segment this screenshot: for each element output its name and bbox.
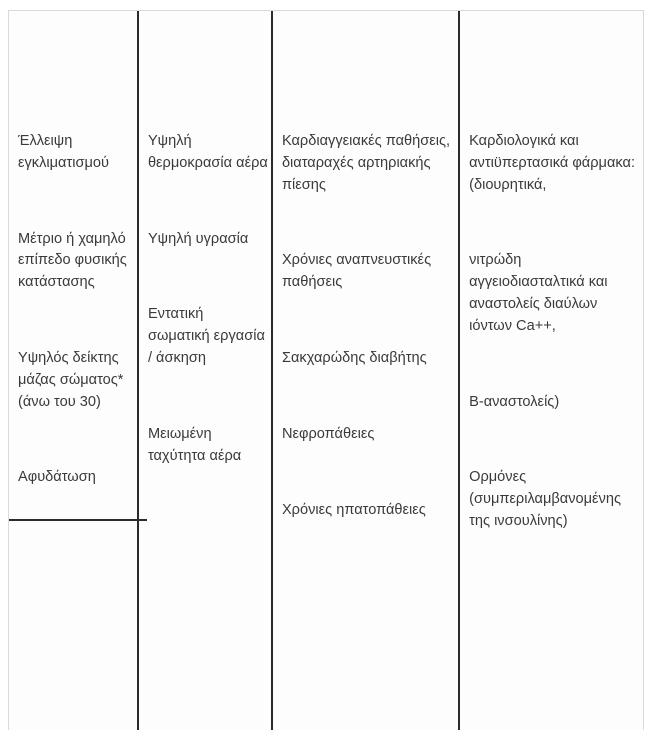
- document-table: [8, 10, 644, 730]
- table-cell-paragraph: Αφυδάτωση: [18, 469, 96, 486]
- table-cell-paragraph: Χρόνιες ηπατοπάθειες: [281, 501, 426, 518]
- table-cell-paragraph: Σακχαρώδης διαβήτης: [281, 349, 427, 366]
- column1-row-divider: [9, 519, 147, 521]
- table-cell-paragraph: Έλλειψη εγκλιματισμού: [18, 133, 110, 171]
- table-column-2: [137, 11, 271, 730]
- table-column-4: [458, 11, 643, 730]
- table-cell-paragraph: Β-αναστολείς): [469, 393, 560, 410]
- table-cell-paragraph: Καρδιολογικά και αντιϋπερτασικά φάρμακα: (διουρητικά,: [469, 133, 635, 193]
- table-cell-paragraph: Υψηλός δείκτης μάζας σώματος* (άνω του 30): [18, 349, 124, 410]
- table-column-3: [271, 11, 458, 730]
- table-cell-paragraph: νιτρώδη αγγειοδιασταλτικά και αναστολείς διαύλων ιόντων Ca++,: [469, 252, 608, 334]
- table-cell-paragraph: Υψηλή θερμοκρασία αέρα: [147, 133, 268, 171]
- table-cell-paragraph: Καρδιαγγειακές παθήσεις, διαταραχές αρτηριακής πίεσης: [281, 133, 451, 193]
- table-cell-paragraph: Χρόνιες αναπνευστικές παθήσεις: [281, 252, 432, 291]
- table-cell-paragraph: Υψηλή υγρασία: [147, 230, 249, 247]
- table-cell-paragraph: Εντατική σωματική εργασία / άσκηση: [147, 306, 265, 366]
- table-cell-paragraph: Νεφροπάθειες: [281, 425, 375, 442]
- table-cell-paragraph: Μέτριο ή χαμηλό επίπεδο φυσικής κατάστασης: [18, 230, 127, 291]
- table-cell-paragraph: Ορμόνες (συμπεριλαμβανομένης της ινσουλίνης): [469, 469, 621, 529]
- table-cell-paragraph: Μειωμένη ταχύτητα αέρα: [147, 425, 242, 464]
- table-column-1: [9, 11, 137, 730]
